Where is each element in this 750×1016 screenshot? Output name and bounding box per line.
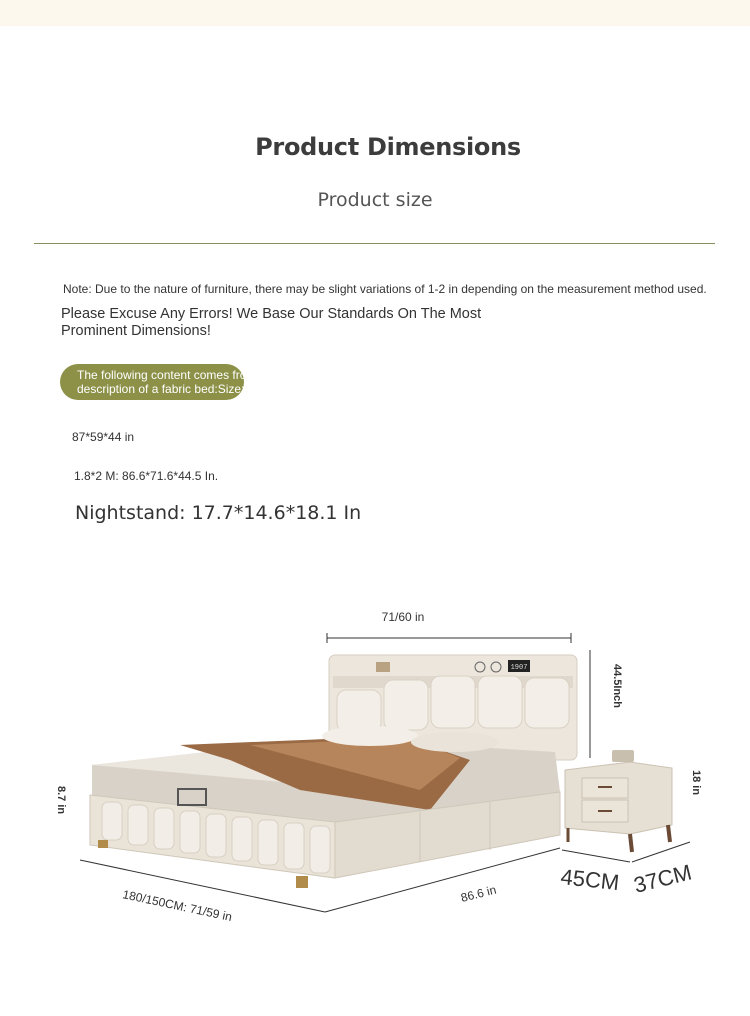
dimension-size-2: 1.8*2 M: 86.6*71.6*44.5 In. <box>74 469 219 483</box>
nightstand-width-label: 37CM <box>631 859 695 898</box>
divider <box>34 243 715 244</box>
clock-display: 1907 <box>510 664 528 672</box>
page-title: Product Dimensions <box>255 133 521 161</box>
bed-dimension-illustration <box>0 590 750 950</box>
nightstand <box>565 750 672 852</box>
bed-width-label: 180/150CM: 71/59 in <box>121 887 234 925</box>
top-banner-strip <box>0 0 750 26</box>
nightstand-depth-label: 45CM <box>559 864 621 896</box>
bed-length-label: 86.6 in <box>459 882 498 905</box>
bed-height-label: 8.7 in <box>55 786 67 815</box>
measurement-note: Note: Due to the nature of furniture, there may be slight variations of 1-2 in depending on the measurement method used. <box>63 282 707 296</box>
fabric-bed-badge-text <box>77 368 317 396</box>
page-subtitle: Product size <box>317 189 433 211</box>
headboard-width-label: 71/60 in <box>381 610 425 624</box>
nightstand-dimensions: Nightstand: 17.7*14.6*18.1 In <box>75 502 362 524</box>
nightstand-height-label: 18 in <box>690 770 702 796</box>
excuse-text: Please Excuse Any Errors! We Base Our Standards On The Most Prominent Dimensions! <box>61 306 482 339</box>
badge-line-2: description of a fabric bed:Size:87*59 <box>77 382 276 396</box>
headboard-height-label: 44.5Inch <box>611 664 623 709</box>
dimension-size-1: 87*59*44 in <box>72 430 135 444</box>
badge-line-1: The following content comes from the <box>77 368 277 382</box>
